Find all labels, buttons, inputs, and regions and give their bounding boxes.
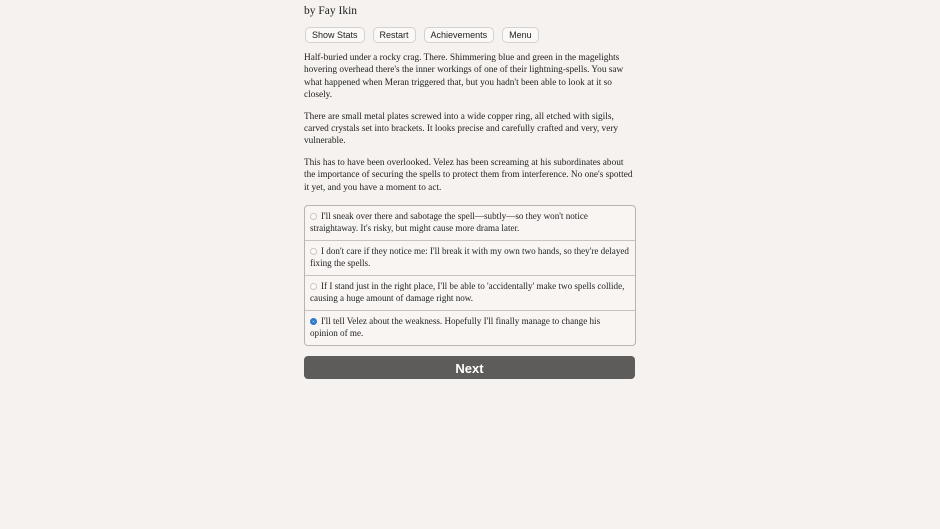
choice-option[interactable] [305,206,635,240]
choice-list [304,205,636,346]
choice-text: I'll tell Velez about the weakness. Hopefully I'll finally manage to change his opinion of me. [310,316,601,339]
toolbar [304,27,636,44]
choice-text: I don't care if they notice me: I'll break it with my own two hands, so they're delayed fixing the spells. [310,246,629,269]
radio-unchecked-icon[interactable] [310,248,317,255]
story-paragraph: This has to have been overlooked. Velez has been screaming at his subordinates about the importance of securing the spells to protect them from interference. No one's spotted it yet, and you have a moment to act. [304,157,633,193]
menu-button[interactable]: Menu [502,27,539,43]
choice-option[interactable] [305,310,635,345]
show-stats-button[interactable]: Show Stats [305,27,365,43]
achievements-button[interactable]: Achievements [424,27,495,43]
next-button[interactable]: Next [304,356,635,379]
choice-text: If I stand just in the right place, I'll be able to 'accidentally' make two spells collide, causing a huge amount of damage right now. [310,281,625,304]
radio-checked-icon[interactable] [310,318,317,325]
author-byline: by Fay Ikin [304,5,358,17]
restart-button[interactable]: Restart [373,27,416,43]
choice-option[interactable] [305,240,635,275]
game-column [304,0,636,379]
story-paragraph: Half-buried under a rocky crag. There. Shimmering blue and green in the magelights hovering overhead there's the inner workings of one of their lightning-spells. You saw what happened when Meran triggered that, but you hadn't been able to look at it so closely. [304,53,624,101]
radio-unchecked-icon[interactable] [310,213,317,220]
choice-text: I'll sneak over there and sabotage the spell—subtly—so they won't notice straightaway. It's risky, but might cause more drama later. [310,211,588,234]
radio-unchecked-icon[interactable] [310,283,317,290]
story-paragraph: There are small metal plates screwed into a wide copper ring, all etched with sigils, carved crystals set into brackets. It looks precise and carefully crafted and very, very vulnerable. [304,111,619,147]
choice-option[interactable] [305,275,635,310]
